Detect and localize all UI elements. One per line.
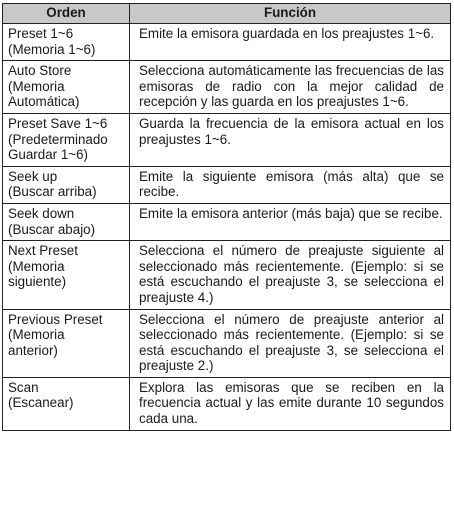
- row-order-cell: Previous Preset (Memoria anterior): [3, 309, 130, 377]
- radio-controls-table-container: [2, 3, 450, 431]
- table-row: [3, 377, 451, 430]
- row-order-cell: Preset Save 1~6 (Predeterminado Guardar 1~6): [3, 113, 130, 166]
- row-order-cell: Seek up (Buscar arriba): [3, 166, 130, 203]
- row-function-cell: Emite la siguiente emisora (más alta) que se recibe.: [130, 166, 451, 203]
- row-function-cell: Selecciona automáticamente las frecuencias de las emisoras de radio con la mejor calidad de recepción y las guarda en los preajustes 1~6.: [130, 61, 451, 114]
- row-function-cell: Emite la emisora anterior (más baja) que se recibe.: [130, 203, 451, 240]
- row-order-cell: Next Preset (Memoria siguiente): [3, 241, 130, 309]
- row-function-cell: Explora las emisoras que se reciben en la frecuencia actual y las emite durante 10 segundos cada una.: [130, 377, 451, 430]
- table-row: [3, 24, 451, 61]
- header-order: Orden: [3, 4, 130, 24]
- row-order-cell: Seek down (Buscar abajo): [3, 203, 130, 240]
- radio-controls-table: [2, 3, 451, 431]
- row-order-cell: Preset 1~6 (Memoria 1~6): [3, 24, 130, 61]
- table-row: [3, 166, 451, 203]
- row-order-cell: Scan (Escanear): [3, 377, 130, 430]
- table-row: [3, 241, 451, 309]
- row-order-cell: Auto Store (Memoria Automática): [3, 61, 130, 114]
- table-row: [3, 309, 451, 377]
- row-function-cell: Selecciona el número de preajuste siguiente al seleccionado más recientemente. (Ejemplo: si se está escuchando el preajuste 3, se selecciona el preajuste 4.): [130, 241, 451, 309]
- row-function-cell: Selecciona el número de preajuste anterior al seleccionado más recientemente. (Ejemplo: si se está escuchando el preajuste 3, se selecciona el preajuste 2.): [130, 309, 451, 377]
- row-function-cell: Emite la emisora guardada en los preajustes 1~6.: [130, 24, 451, 61]
- table-row: [3, 61, 451, 114]
- table-row: [3, 113, 451, 166]
- row-function-cell: Guarda la frecuencia de la emisora actual en los preajustes 1~6.: [130, 113, 451, 166]
- header-function: Función: [130, 4, 451, 24]
- table-header-row: [3, 4, 451, 24]
- table-row: [3, 203, 451, 240]
